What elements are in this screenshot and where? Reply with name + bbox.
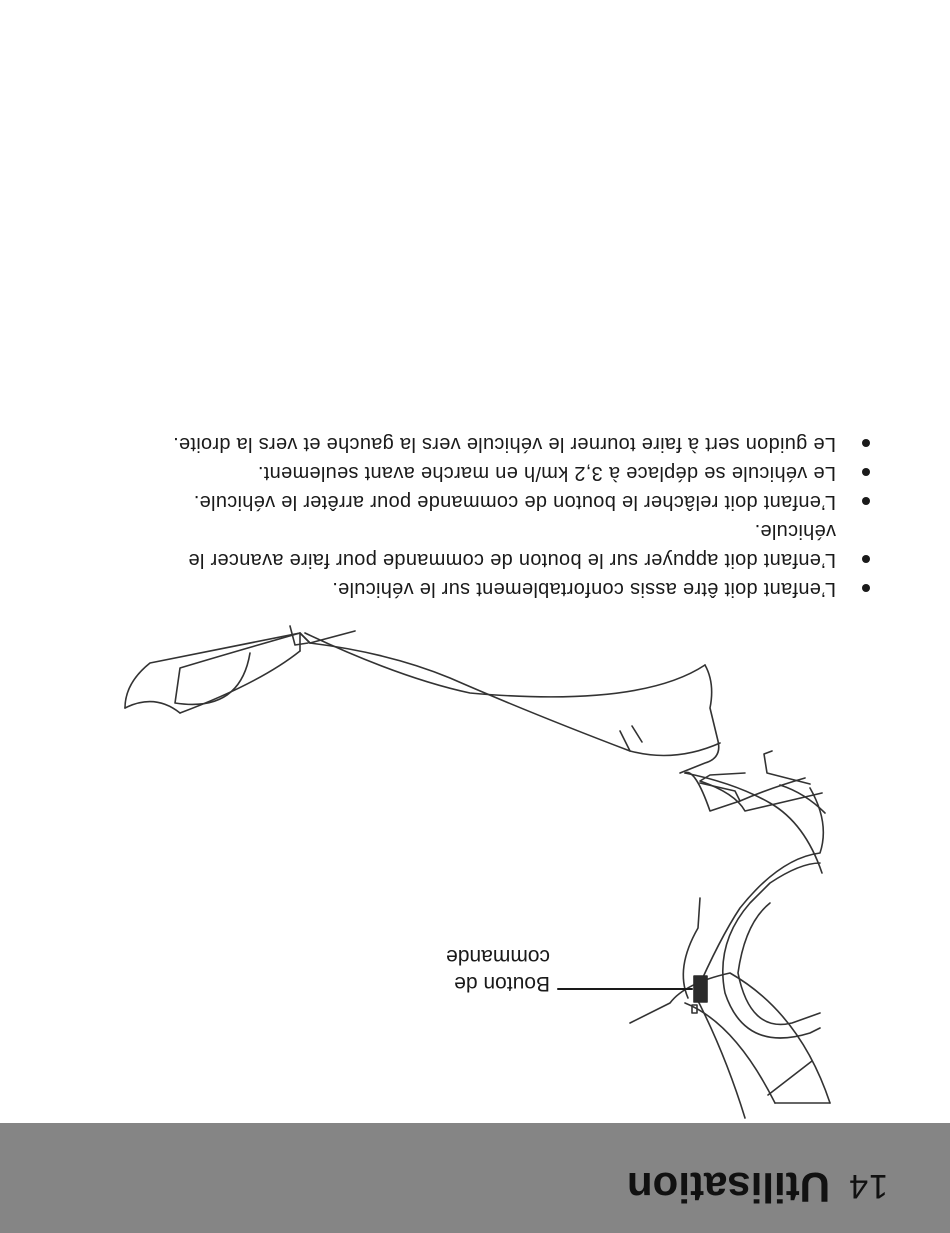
bullet-dot-icon (862, 555, 870, 563)
list-item (114, 574, 874, 603)
page-number: 14 (848, 1167, 888, 1205)
bullet-dot-icon (862, 584, 870, 592)
list-item (114, 458, 874, 487)
bullet-dot-icon (862, 439, 870, 447)
handlebar-illustration (0, 583, 950, 1123)
list-item-text: L’enfant doit être assis confortablement sur le véhicule. (331, 578, 836, 600)
callout-label (446, 943, 550, 997)
list-item (114, 516, 874, 574)
header-bar (0, 1123, 950, 1233)
list-item-text: Le véhicule se déplace à 3,2 km/h en marche avant seulement. (257, 462, 836, 484)
section-title: Utilisation (626, 1164, 830, 1211)
list-item (114, 429, 874, 458)
callout-line-2: commande (446, 945, 550, 968)
callout-line-1: Bouton de (454, 972, 550, 995)
instruction-list (114, 429, 874, 603)
list-item-text: L’enfant doit relâcher le bouton de commande pour arrêter le véhicule. (193, 491, 836, 513)
list-item-text: L’enfant doit appuyer sur le bouton de commande pour faire avancer le véhicule. (188, 520, 836, 571)
list-item (114, 487, 874, 516)
list-item-text: Le guidon sert à faire tourner le véhicule vers la gauche et vers la droite. (172, 433, 836, 455)
bullet-dot-icon (862, 497, 870, 505)
bullet-dot-icon (862, 468, 870, 476)
